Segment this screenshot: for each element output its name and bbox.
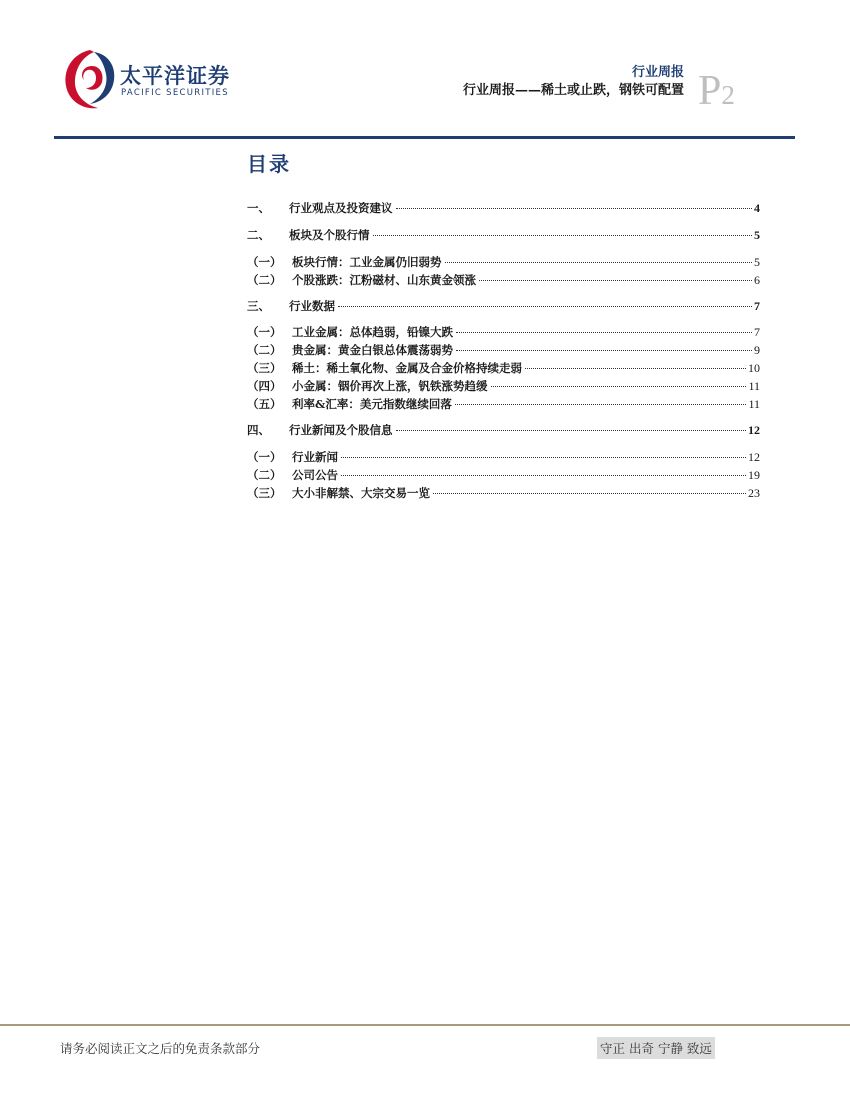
dot-leader	[396, 208, 753, 209]
toc-entry-title: 公司公告	[292, 468, 338, 482]
toc-entry-number: （二）	[247, 468, 282, 482]
toc-entry-title: 稀土：稀土氧化物、金属及合金价格持续走弱	[292, 361, 522, 375]
toc-entry-number: （一）	[247, 450, 282, 464]
dot-leader	[445, 262, 753, 263]
toc-entry-title: 工业金属：总体趋弱，铅镍大跌	[292, 325, 453, 339]
toc-entry-page: 6	[754, 273, 760, 287]
toc-entry-title: 大小非解禁、大宗交易一览	[292, 486, 430, 500]
toc-entry-page: 23	[748, 486, 760, 500]
toc-entry-number: 一、	[247, 201, 270, 215]
page-prefix: P	[698, 68, 722, 114]
company-logo	[60, 44, 230, 114]
toc-entry-page: 12	[748, 423, 760, 437]
brand-name-en: PACIFIC SECURITIES	[121, 88, 229, 98]
toc-entry[interactable]	[247, 227, 760, 245]
footer-divider	[0, 1024, 850, 1026]
toc-entry-number: （三）	[247, 361, 282, 375]
page-number: 2	[721, 80, 735, 110]
toc-entry[interactable]	[247, 342, 760, 360]
toc-entry-number: （三）	[247, 486, 282, 500]
toc-entry[interactable]	[247, 360, 760, 378]
toc-entry-title: 小金属：铟价再次上涨，钒铁涨势趋缓	[292, 379, 488, 393]
toc-entry-number: （二）	[247, 273, 282, 287]
header-divider	[54, 136, 795, 139]
toc-entry-page: 10	[748, 361, 760, 375]
report-type: 行业周报	[631, 65, 684, 80]
toc-entry[interactable]	[247, 449, 760, 467]
toc-entry[interactable]	[247, 378, 760, 396]
toc-entry[interactable]	[247, 298, 760, 316]
toc-entry[interactable]	[247, 485, 760, 503]
toc-entry-title: 板块行情：工业金属仍旧弱势	[292, 255, 442, 269]
toc-entry-title: 个股涨跌：江粉磁材、山东黄金领涨	[292, 273, 476, 287]
dot-leader	[338, 306, 752, 307]
dot-leader	[396, 430, 747, 431]
toc-entry-title: 贵金属：黄金白银总体震荡弱势	[292, 343, 453, 357]
dot-leader	[433, 493, 746, 494]
dot-leader	[455, 404, 747, 405]
toc-entry-page: 7	[754, 299, 760, 313]
toc-entry[interactable]	[247, 422, 760, 440]
dot-leader	[341, 457, 746, 458]
toc-entry-number: （五）	[247, 397, 282, 411]
toc-entry-title: 行业新闻	[292, 450, 338, 464]
toc-entry-title: 行业新闻及个股信息	[289, 423, 393, 437]
dot-leader	[479, 280, 752, 281]
brand-name-cn: 太平洋证券	[120, 64, 230, 88]
toc-entry-page: 11	[748, 397, 760, 411]
toc-entry-page: 5	[754, 228, 760, 242]
pacific-securities-logo-icon	[60, 44, 120, 114]
dot-leader	[456, 332, 752, 333]
toc-entry[interactable]	[247, 396, 760, 414]
toc-entry-page: 9	[754, 343, 760, 357]
toc-entry-page: 19	[748, 468, 760, 482]
toc-entry-number: 四、	[247, 423, 270, 437]
footer-disclaimer: 请务必阅读正文之后的免责条款部分	[60, 1041, 261, 1056]
dot-leader	[456, 350, 752, 351]
toc-entry-number: （一）	[247, 325, 282, 339]
toc-entry-title: 行业数据	[289, 299, 335, 313]
footer-motto: 守正 出奇 宁静 致远	[597, 1037, 715, 1059]
toc-entry-page: 7	[754, 325, 760, 339]
toc-entry[interactable]	[247, 324, 760, 342]
toc-entry[interactable]	[247, 272, 760, 290]
dot-leader	[373, 235, 753, 236]
toc-entry-page: 12	[748, 450, 760, 464]
dot-leader	[491, 386, 747, 387]
toc-entry-page: 4	[754, 201, 760, 215]
toc-entry-page: 5	[754, 255, 760, 269]
toc-entry-title: 利率&汇率：美元指数继续回落	[292, 397, 452, 411]
toc-entry-number: （二）	[247, 343, 282, 357]
report-title: 行业周报——稀土或止跌，钢铁可配置	[462, 83, 684, 98]
toc-entry-number: 三、	[247, 299, 270, 313]
dot-leader	[341, 475, 746, 476]
toc-entry-page: 11	[748, 379, 760, 393]
toc-entry-number: （一）	[247, 255, 282, 269]
dot-leader	[525, 368, 746, 369]
toc-entry-number: 二、	[247, 228, 270, 242]
toc-entry[interactable]	[247, 200, 760, 218]
page-number-marker	[698, 70, 735, 112]
toc-entry-number: （四）	[247, 379, 282, 393]
toc-entry-title: 板块及个股行情	[289, 228, 370, 242]
toc-entry[interactable]	[247, 467, 760, 485]
toc-entry[interactable]	[247, 254, 760, 272]
toc-entry-title: 行业观点及投资建议	[289, 201, 393, 215]
toc-heading: 目录	[247, 152, 291, 176]
